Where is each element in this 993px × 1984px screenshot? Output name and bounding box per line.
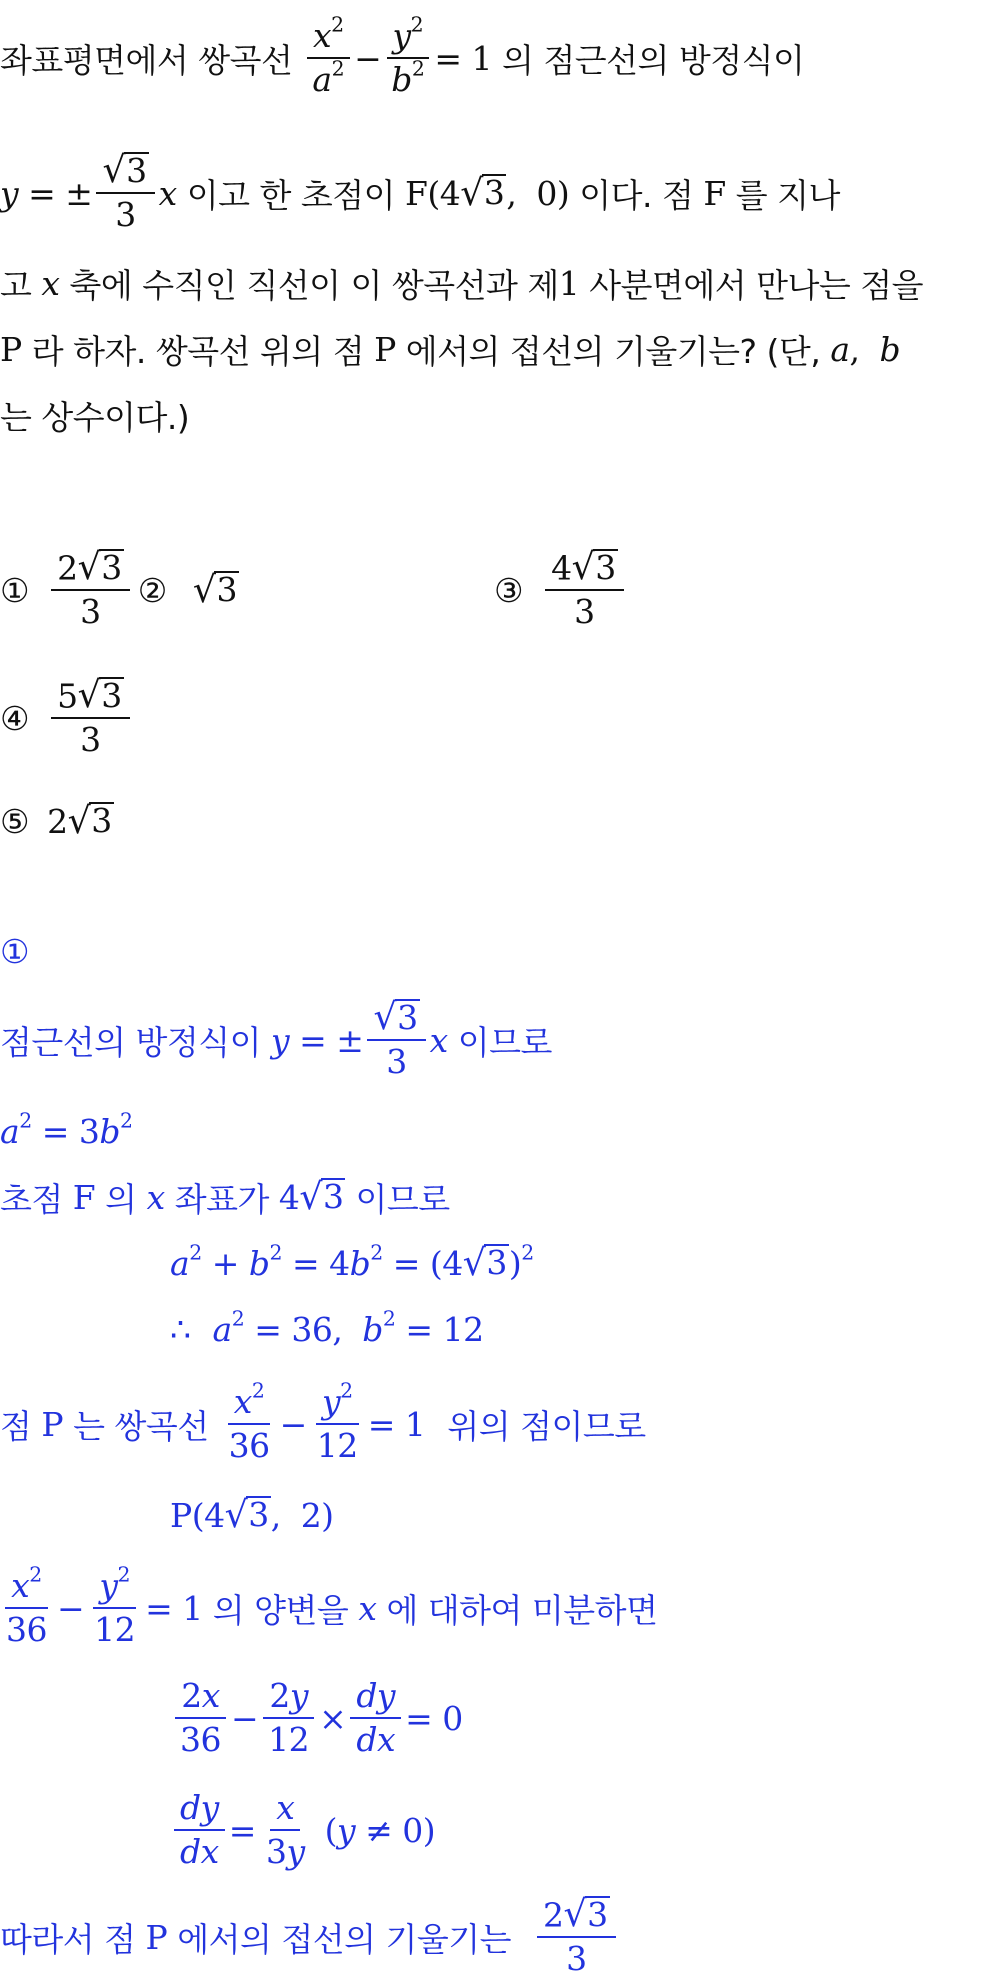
solution-line-3: 초점 F 의 x 좌표가 4 √ 3 이므로 (0, 1174, 450, 1219)
solution-line-11: 따라서 점 P 에서의 접선의 기울기는 2 √ 3 3 (0, 1890, 620, 1984)
quadrant-number: 1 (558, 263, 580, 303)
choice-3 (494, 540, 628, 640)
question-text-2b: 이다. 점 (579, 175, 694, 215)
choice-5-value[interactable]: 2 √ 3 (47, 798, 112, 842)
solution-text-3d: 이므로 (355, 1179, 450, 1219)
question-text-4b: 에서의 접선의 기울기는? (단, (405, 331, 821, 371)
focus-label-2: F (703, 173, 726, 213)
solution-text-11: 따라서 점 (0, 1919, 136, 1959)
choice-5-mark[interactable]: ⑤ (0, 801, 30, 841)
question-text-5: 는 상수이다.) (0, 397, 190, 437)
question-line-2: y = ± √ 3 3 x 이고 한 초점이 F (4 √ 3 , 0) 이다. 점 F 를 지나 (0, 148, 840, 235)
question-text-2a: 이고 한 초점이 (186, 175, 395, 215)
solution-text-3c: 좌표가 (174, 1179, 269, 1219)
final-answer: 2 √ 3 3 (537, 1896, 616, 1978)
choices-row-1 (0, 540, 239, 640)
solution-text-11b: 에서의 접선의 기울기는 (177, 1919, 511, 1959)
choice-2-mark[interactable]: ② (137, 570, 167, 610)
point-p-label-2: P (374, 329, 396, 369)
choices-row-3 (0, 796, 114, 846)
hyperbola-x-term: $\frac{x^2}{a^2}$ (306, 17, 350, 99)
solution-line-9: $\frac{2x}{36}$ − $\frac{2y}{12}$ × $\frac{dy}{dx}$ = 0 (0, 1668, 463, 1768)
point-p-label: P (0, 329, 22, 369)
choice-1-value[interactable]: 2 √ 3 3 (51, 549, 130, 631)
question-text-3c: 사분면에서 만나는 점을 (589, 265, 924, 305)
solution-text-3: 초점 (0, 1179, 63, 1219)
solution-text-6b: 는 쌍곡선 (73, 1406, 209, 1446)
question-line-3: 고 x 축에 수직인 직선이 이 쌍곡선과 제 1 사분면에서 만나는 점을 (0, 258, 923, 308)
solution-text-8: 의 양변을 (212, 1590, 349, 1630)
solution-text-3b: 의 (105, 1179, 137, 1219)
focus-label: F (404, 173, 428, 213)
solution-line-6: 점 P 는 쌍곡선 $\frac{x^2}{36}$ − $\frac{y^2}{12}$ = 1 위의 점이므로 (0, 1378, 646, 1465)
solution-text-1: 점근선의 방정식이 (0, 1022, 262, 1062)
hyperbola-y-term: $\frac{y^2}{b^2}$ (385, 17, 430, 99)
solution-line-10: $\frac{dy}{dx}$ = $\frac{x}{3y}$ (y ≠ 0) (0, 1780, 435, 1880)
solution-text-6: 점 (0, 1406, 32, 1446)
question-line-5 (0, 390, 189, 440)
solution-text-1b: 이므로 (457, 1022, 552, 1062)
question-line-1: 좌표평면에서 쌍곡선 $\frac{x^2}{a^2}$ − $\frac{y^2}{b^2}$ = 1 의 점근선의 방정식이 (0, 12, 805, 99)
asymptote-slope: √ 3 3 (96, 152, 154, 234)
question-text-3a: 고 (0, 265, 32, 305)
solution-text-6c: 위의 점이므로 (447, 1406, 646, 1446)
answer-choice: ① (0, 931, 30, 971)
solution-line-7: P(4 √ 3 , 2) (170, 1492, 334, 1536)
choice-3-mark[interactable]: ③ (494, 570, 524, 610)
choice-4-value[interactable]: 5 √ 3 3 (51, 677, 130, 759)
choice-4-mark[interactable]: ④ (0, 698, 30, 738)
choice-3-value[interactable]: 4 √ 3 3 (545, 549, 624, 631)
choice-1-mark[interactable]: ① (0, 570, 30, 610)
solution-line-2: $a^2$ = 3 $b^2$ (0, 1108, 133, 1151)
question-text-4a: 라 하자. 쌍곡선 위의 점 (31, 331, 365, 371)
answer-mark (0, 926, 29, 976)
solution-text-8b: 에 대하여 미분하면 (386, 1590, 658, 1630)
question-line-4: P 라 하자. 쌍곡선 위의 점 P 에서의 접선의 기울기는? (단, a , b (0, 324, 900, 374)
question-text-3b: 축에 수직인 직선이 이 쌍곡선과 제 (69, 265, 559, 305)
solution-line-5: ∴ $a^2$ = 36, $b^2$ = 12 (170, 1306, 484, 1349)
question-text-2c: 를 지나 (735, 175, 840, 215)
question-text-1b: 의 점근선의 방정식이 (502, 40, 805, 80)
solution-line-4: $a^2$ + $b^2$ = 4 $b^2$ = (4 √ 3 )$^2$ (170, 1240, 534, 1284)
choice-2-value[interactable]: √ 3 (192, 567, 237, 611)
question-text-1: 좌표평면에서 쌍곡선 (0, 40, 293, 80)
solution-line-1: 점근선의 방정식이 y = ± √ 3 3 x 이므로 (0, 995, 552, 1082)
therefore-symbol: ∴ (170, 1309, 191, 1349)
solution-line-8: $\frac{x^2}{36}$ − $\frac{y^2}{12}$ = 1 의 양변을 x 에 대하여 미분하면 (6, 1562, 658, 1649)
choices-row-2 (0, 668, 134, 768)
